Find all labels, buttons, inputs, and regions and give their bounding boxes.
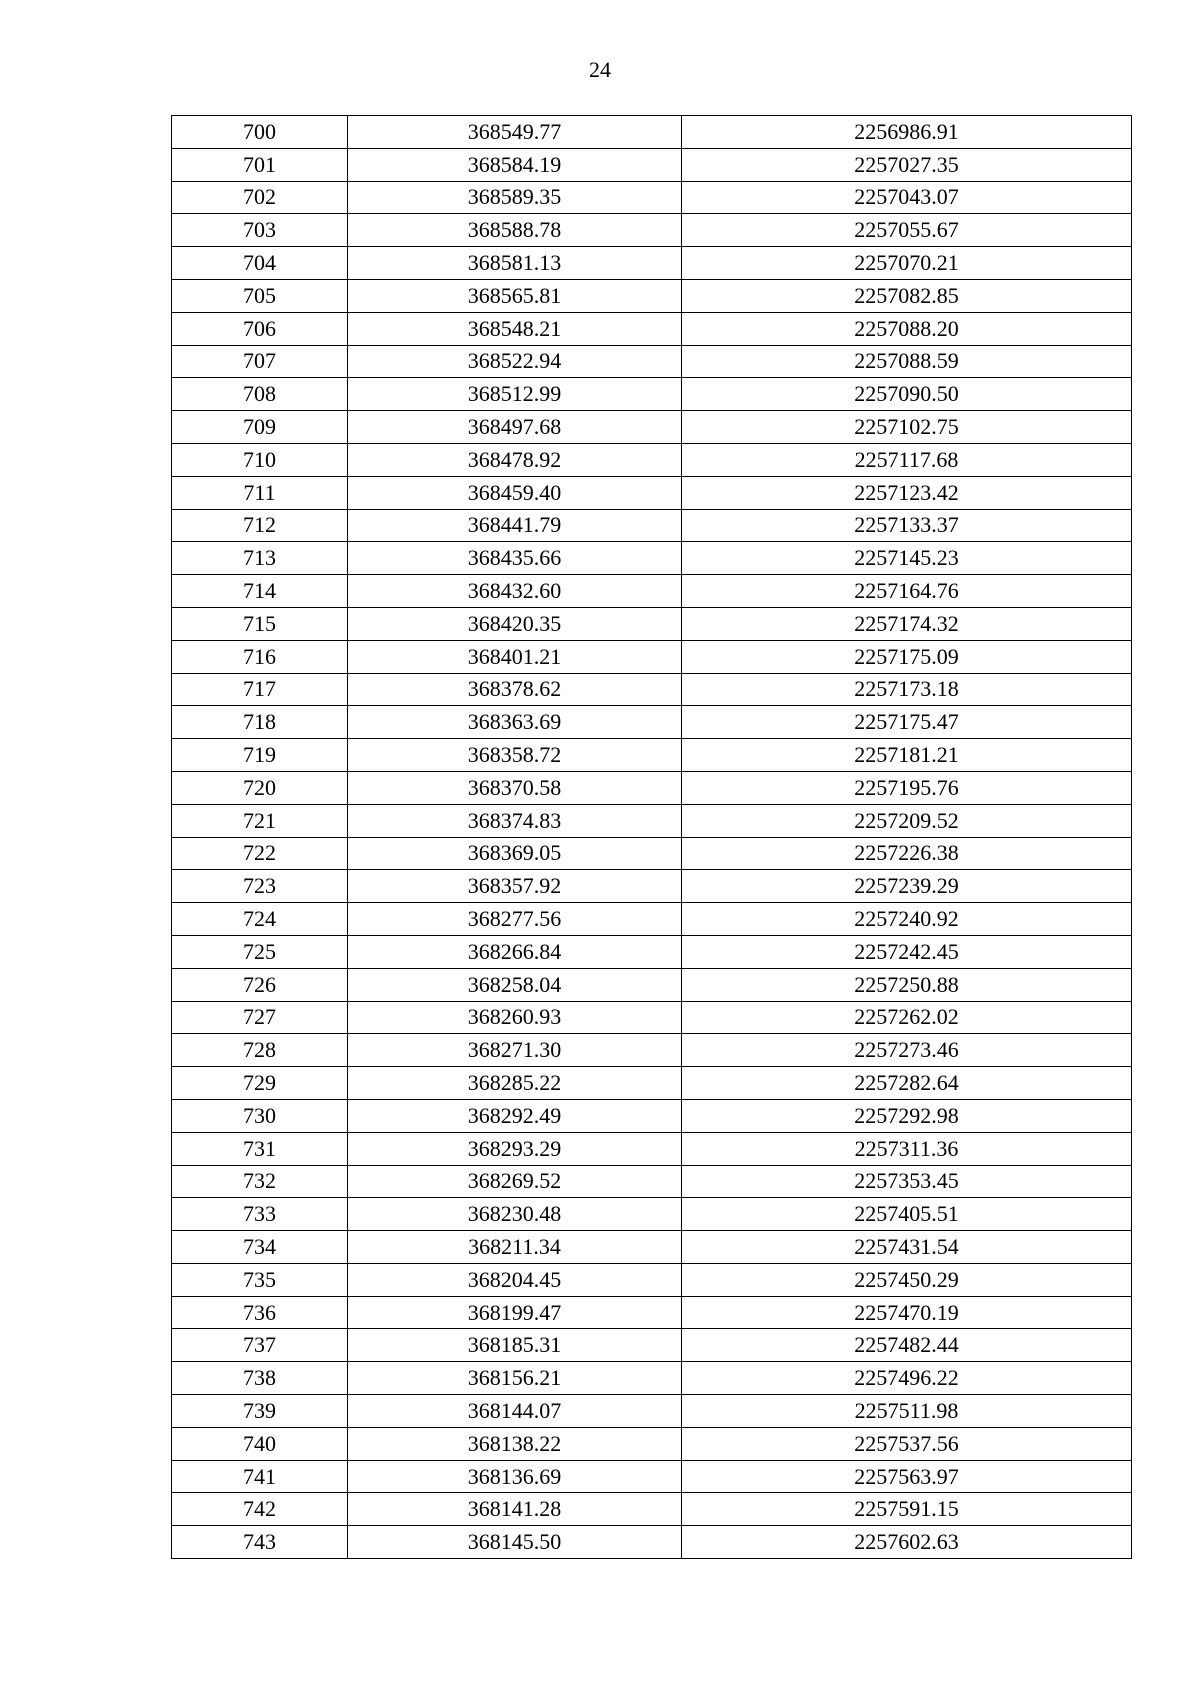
- x-coordinate-cell: 368584.19: [348, 148, 682, 181]
- y-coordinate-cell: 2257117.68: [682, 443, 1132, 476]
- point-number-cell: 743: [172, 1526, 348, 1559]
- y-coordinate-cell: 2257591.15: [682, 1493, 1132, 1526]
- table-row: [172, 1493, 1132, 1526]
- x-coordinate-cell: 368141.28: [348, 1493, 682, 1526]
- y-coordinate-cell: 2257164.76: [682, 575, 1132, 608]
- table-row: [172, 279, 1132, 312]
- point-number-cell: 709: [172, 411, 348, 444]
- y-coordinate-cell: 2257226.38: [682, 837, 1132, 870]
- x-coordinate-cell: 368549.77: [348, 116, 682, 149]
- table-row: [172, 1165, 1132, 1198]
- y-coordinate-cell: 2257496.22: [682, 1362, 1132, 1395]
- table-row: [172, 903, 1132, 936]
- x-coordinate-cell: 368199.47: [348, 1296, 682, 1329]
- y-coordinate-cell: 2257055.67: [682, 214, 1132, 247]
- point-number-cell: 721: [172, 804, 348, 837]
- y-coordinate-cell: 2257537.56: [682, 1427, 1132, 1460]
- x-coordinate-cell: 368258.04: [348, 968, 682, 1001]
- y-coordinate-cell: 2257195.76: [682, 771, 1132, 804]
- y-coordinate-cell: 2257027.35: [682, 148, 1132, 181]
- table-row: [172, 706, 1132, 739]
- y-coordinate-cell: 2257450.29: [682, 1263, 1132, 1296]
- x-coordinate-cell: 368145.50: [348, 1526, 682, 1559]
- y-coordinate-cell: 2257082.85: [682, 279, 1132, 312]
- x-coordinate-cell: 368271.30: [348, 1034, 682, 1067]
- point-number-cell: 707: [172, 345, 348, 378]
- table-row: [172, 1460, 1132, 1493]
- point-number-cell: 738: [172, 1362, 348, 1395]
- table-row: [172, 804, 1132, 837]
- x-coordinate-cell: 368435.66: [348, 542, 682, 575]
- point-number-cell: 739: [172, 1395, 348, 1428]
- table-row: [172, 1395, 1132, 1428]
- x-coordinate-cell: 368138.22: [348, 1427, 682, 1460]
- coordinates-table-body: [172, 116, 1132, 1559]
- page-number: 24: [589, 57, 611, 82]
- point-number-cell: 727: [172, 1001, 348, 1034]
- point-number-cell: 716: [172, 640, 348, 673]
- point-number-cell: 712: [172, 509, 348, 542]
- point-number-cell: 718: [172, 706, 348, 739]
- point-number-cell: 736: [172, 1296, 348, 1329]
- point-number-cell: 733: [172, 1198, 348, 1231]
- y-coordinate-cell: 2257175.09: [682, 640, 1132, 673]
- y-coordinate-cell: 2257292.98: [682, 1099, 1132, 1132]
- x-coordinate-cell: 368374.83: [348, 804, 682, 837]
- point-number-cell: 731: [172, 1132, 348, 1165]
- y-coordinate-cell: 2257123.42: [682, 476, 1132, 509]
- x-coordinate-cell: 368204.45: [348, 1263, 682, 1296]
- point-number-cell: 705: [172, 279, 348, 312]
- point-number-cell: 729: [172, 1067, 348, 1100]
- x-coordinate-cell: 368401.21: [348, 640, 682, 673]
- point-number-cell: 715: [172, 607, 348, 640]
- table-row: [172, 148, 1132, 181]
- x-coordinate-cell: 368441.79: [348, 509, 682, 542]
- y-coordinate-cell: 2257088.59: [682, 345, 1132, 378]
- y-coordinate-cell: 2257090.50: [682, 378, 1132, 411]
- table-row: [172, 575, 1132, 608]
- x-coordinate-cell: 368260.93: [348, 1001, 682, 1034]
- table-row: [172, 1231, 1132, 1264]
- x-coordinate-cell: 368565.81: [348, 279, 682, 312]
- x-coordinate-cell: 368512.99: [348, 378, 682, 411]
- x-coordinate-cell: 368185.31: [348, 1329, 682, 1362]
- x-coordinate-cell: 368357.92: [348, 870, 682, 903]
- point-number-cell: 719: [172, 739, 348, 772]
- y-coordinate-cell: 2257262.02: [682, 1001, 1132, 1034]
- x-coordinate-cell: 368478.92: [348, 443, 682, 476]
- point-number-cell: 740: [172, 1427, 348, 1460]
- x-coordinate-cell: 368589.35: [348, 181, 682, 214]
- y-coordinate-cell: 2257043.07: [682, 181, 1132, 214]
- x-coordinate-cell: 368292.49: [348, 1099, 682, 1132]
- y-coordinate-cell: 2257353.45: [682, 1165, 1132, 1198]
- table-row: [172, 1001, 1132, 1034]
- table-row: [172, 411, 1132, 444]
- x-coordinate-cell: 368459.40: [348, 476, 682, 509]
- table-row: [172, 1099, 1132, 1132]
- point-number-cell: 732: [172, 1165, 348, 1198]
- y-coordinate-cell: 2257175.47: [682, 706, 1132, 739]
- table-row: [172, 312, 1132, 345]
- x-coordinate-cell: 368144.07: [348, 1395, 682, 1428]
- point-number-cell: 722: [172, 837, 348, 870]
- point-number-cell: 706: [172, 312, 348, 345]
- table-row: [172, 1427, 1132, 1460]
- table-row: [172, 116, 1132, 149]
- table-row: [172, 345, 1132, 378]
- y-coordinate-cell: 2257242.45: [682, 935, 1132, 968]
- table-row: [172, 378, 1132, 411]
- y-coordinate-cell: 2257209.52: [682, 804, 1132, 837]
- x-coordinate-cell: 368522.94: [348, 345, 682, 378]
- table-row: [172, 935, 1132, 968]
- x-coordinate-cell: 368358.72: [348, 739, 682, 772]
- table-row: [172, 1329, 1132, 1362]
- table-row: [172, 443, 1132, 476]
- point-number-cell: 734: [172, 1231, 348, 1264]
- y-coordinate-cell: 2257405.51: [682, 1198, 1132, 1231]
- point-number-cell: 710: [172, 443, 348, 476]
- table-row: [172, 640, 1132, 673]
- y-coordinate-cell: 2257133.37: [682, 509, 1132, 542]
- table-row: [172, 1198, 1132, 1231]
- point-number-cell: 730: [172, 1099, 348, 1132]
- point-number-cell: 741: [172, 1460, 348, 1493]
- y-coordinate-cell: 2257482.44: [682, 1329, 1132, 1362]
- table-row: [172, 870, 1132, 903]
- point-number-cell: 724: [172, 903, 348, 936]
- table-row: [172, 739, 1132, 772]
- y-coordinate-cell: 2257563.97: [682, 1460, 1132, 1493]
- table-row: [172, 1296, 1132, 1329]
- point-number-cell: 703: [172, 214, 348, 247]
- y-coordinate-cell: 2257282.64: [682, 1067, 1132, 1100]
- y-coordinate-cell: 2257174.32: [682, 607, 1132, 640]
- point-number-cell: 708: [172, 378, 348, 411]
- y-coordinate-cell: 2257088.20: [682, 312, 1132, 345]
- point-number-cell: 713: [172, 542, 348, 575]
- y-coordinate-cell: 2257470.19: [682, 1296, 1132, 1329]
- table-row: [172, 1034, 1132, 1067]
- x-coordinate-cell: 368156.21: [348, 1362, 682, 1395]
- y-coordinate-cell: 2257145.23: [682, 542, 1132, 575]
- point-number-cell: 742: [172, 1493, 348, 1526]
- table-row: [172, 607, 1132, 640]
- x-coordinate-cell: 368293.29: [348, 1132, 682, 1165]
- x-coordinate-cell: 368230.48: [348, 1198, 682, 1231]
- x-coordinate-cell: 368588.78: [348, 214, 682, 247]
- y-coordinate-cell: 2257181.21: [682, 739, 1132, 772]
- x-coordinate-cell: 368378.62: [348, 673, 682, 706]
- point-number-cell: 714: [172, 575, 348, 608]
- x-coordinate-cell: 368420.35: [348, 607, 682, 640]
- point-number-cell: 700: [172, 116, 348, 149]
- table-row: [172, 837, 1132, 870]
- table-row: [172, 542, 1132, 575]
- y-coordinate-cell: 2257311.36: [682, 1132, 1132, 1165]
- table-row: [172, 476, 1132, 509]
- y-coordinate-cell: 2257511.98: [682, 1395, 1132, 1428]
- y-coordinate-cell: 2257602.63: [682, 1526, 1132, 1559]
- table-row: [172, 1526, 1132, 1559]
- y-coordinate-cell: 2257431.54: [682, 1231, 1132, 1264]
- table-row: [172, 181, 1132, 214]
- y-coordinate-cell: 2257173.18: [682, 673, 1132, 706]
- table-row: [172, 509, 1132, 542]
- y-coordinate-cell: 2257070.21: [682, 247, 1132, 280]
- point-number-cell: 735: [172, 1263, 348, 1296]
- y-coordinate-cell: 2257102.75: [682, 411, 1132, 444]
- point-number-cell: 701: [172, 148, 348, 181]
- x-coordinate-cell: 368277.56: [348, 903, 682, 936]
- coordinates-table: [171, 115, 1132, 1559]
- table-row: [172, 247, 1132, 280]
- y-coordinate-cell: 2256986.91: [682, 116, 1132, 149]
- x-coordinate-cell: 368211.34: [348, 1231, 682, 1264]
- table-row: [172, 1263, 1132, 1296]
- x-coordinate-cell: 368581.13: [348, 247, 682, 280]
- x-coordinate-cell: 368370.58: [348, 771, 682, 804]
- table-row: [172, 1362, 1132, 1395]
- x-coordinate-cell: 368363.69: [348, 706, 682, 739]
- point-number-cell: 702: [172, 181, 348, 214]
- point-number-cell: 717: [172, 673, 348, 706]
- table-row: [172, 1067, 1132, 1100]
- x-coordinate-cell: 368432.60: [348, 575, 682, 608]
- table-row: [172, 214, 1132, 247]
- y-coordinate-cell: 2257239.29: [682, 870, 1132, 903]
- point-number-cell: 723: [172, 870, 348, 903]
- x-coordinate-cell: 368266.84: [348, 935, 682, 968]
- point-number-cell: 704: [172, 247, 348, 280]
- y-coordinate-cell: 2257250.88: [682, 968, 1132, 1001]
- point-number-cell: 737: [172, 1329, 348, 1362]
- x-coordinate-cell: 368369.05: [348, 837, 682, 870]
- table-row: [172, 1132, 1132, 1165]
- x-coordinate-cell: 368285.22: [348, 1067, 682, 1100]
- x-coordinate-cell: 368548.21: [348, 312, 682, 345]
- table-row: [172, 968, 1132, 1001]
- x-coordinate-cell: 368497.68: [348, 411, 682, 444]
- point-number-cell: 711: [172, 476, 348, 509]
- x-coordinate-cell: 368269.52: [348, 1165, 682, 1198]
- y-coordinate-cell: 2257273.46: [682, 1034, 1132, 1067]
- point-number-cell: 728: [172, 1034, 348, 1067]
- table-row: [172, 771, 1132, 804]
- point-number-cell: 726: [172, 968, 348, 1001]
- point-number-cell: 725: [172, 935, 348, 968]
- point-number-cell: 720: [172, 771, 348, 804]
- y-coordinate-cell: 2257240.92: [682, 903, 1132, 936]
- x-coordinate-cell: 368136.69: [348, 1460, 682, 1493]
- table-row: [172, 673, 1132, 706]
